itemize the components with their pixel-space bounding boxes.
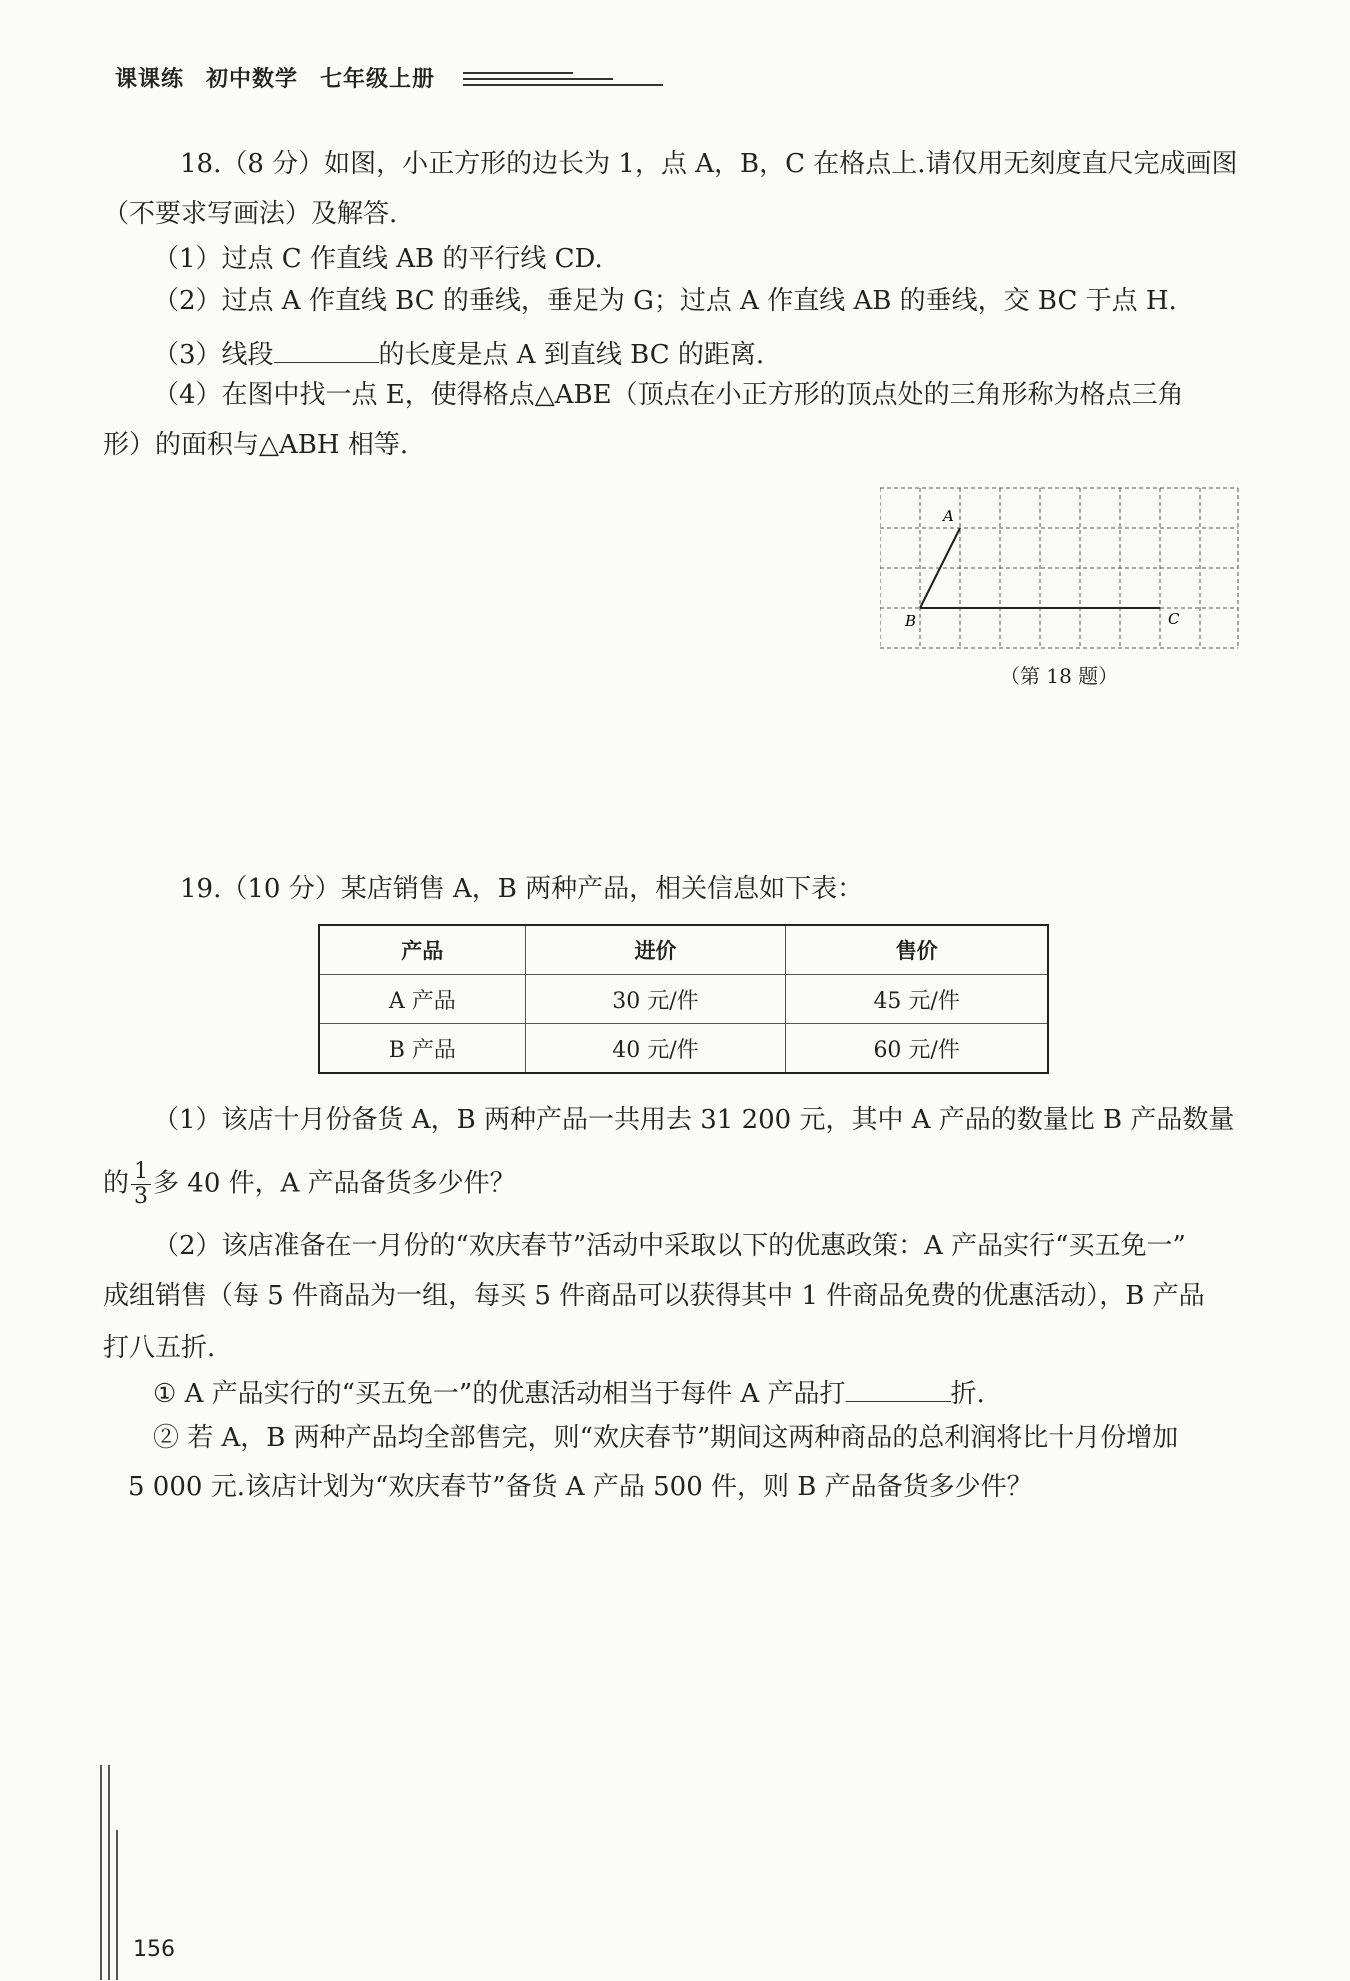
- point-c-label: C: [1168, 610, 1180, 628]
- q18-part2: （2）过点 A 作直线 BC 的垂线，垂足为 G；过点 A 作直线 AB 的垂线，交 BC 于点 H.: [153, 286, 1177, 316]
- table-row: [319, 975, 1048, 1024]
- q18-part1: （1）过点 C 作直线 AB 的平行线 CD.: [153, 244, 603, 274]
- table-row: [319, 1024, 1048, 1074]
- q19-sub1-prefix: ① A 产品实行的“买五免一”的优惠活动相当于每件 A 产品打: [153, 1379, 846, 1409]
- q19-part1-line2: [103, 1160, 516, 1209]
- q18-part3-prefix: （3）线段: [153, 340, 274, 370]
- q19-sub2-line2: 5 000 元.该店计划为“欢庆春节”备货 A 产品 500 件，则 B 产品备货多少件？: [128, 1472, 1033, 1502]
- point-a-label: A: [943, 507, 954, 525]
- page-header: [115, 62, 663, 93]
- fraction-denominator: 3: [134, 1184, 149, 1209]
- q19-part2-line2: 成组销售（每 5 件商品为一组，每买 5 件商品可以获得其中 1 件商品免费的优惠活动），B 产品: [103, 1281, 1205, 1311]
- header-decoration-lines: [463, 68, 663, 88]
- grid-diagram: [880, 485, 1240, 650]
- table-cell: 60 元/件: [786, 1024, 1048, 1074]
- q19-sub1-suffix: 折.: [950, 1379, 985, 1409]
- table-cell: A 产品: [319, 975, 525, 1024]
- table-cell: B 产品: [319, 1024, 525, 1074]
- q18-line2: （不要求写画法）及解答.: [103, 199, 398, 229]
- q19-sub1: [153, 1375, 985, 1411]
- table-header: 售价: [786, 925, 1048, 975]
- table-cell: 30 元/件: [525, 975, 786, 1024]
- product-table: [318, 924, 1049, 1074]
- q18-part3: [153, 336, 764, 372]
- fraction: [131, 1160, 151, 1209]
- q18-part3-suffix: 的长度是点 A 到直线 BC 的距离.: [378, 340, 765, 370]
- q19-sub2-line1: ② 若 A，B 两种产品均全部售完，则“欢庆春节”期间这两种商品的总利润将比十月份增加: [153, 1423, 1179, 1453]
- table-header-row: [319, 925, 1048, 975]
- subject-name: 初中数学: [206, 67, 299, 92]
- answer-blank: [274, 336, 379, 363]
- fraction-numerator: 1: [131, 1160, 151, 1185]
- grade-name: 七年级上册: [320, 67, 436, 92]
- table-cell: 45 元/件: [786, 975, 1048, 1024]
- q19-part1-line1: （1）该店十月份备货 A，B 两种产品一共用去 31 200 元，其中 A 产品的数量比 B 产品数量: [153, 1105, 1235, 1135]
- q19-part1-line2-prefix: 的: [103, 1168, 130, 1199]
- point-b-label: B: [905, 612, 917, 630]
- answer-blank: [846, 1375, 951, 1402]
- page-number: 156: [133, 1937, 175, 1962]
- q18-line1: 18.（8 分）如图，小正方形的边长为 1，点 A，B，C 在格点上.请仅用无刻度直尺完成画图: [180, 149, 1238, 179]
- figure-caption: （第 18 题）: [1000, 664, 1119, 688]
- table-header: 进价: [525, 925, 786, 975]
- series-name: 课课练: [115, 67, 185, 92]
- q18-figure: [880, 485, 1240, 654]
- q19-part2-line1: （2）该店准备在一月份的“欢庆春节”活动中采取以下的优惠政策：A 产品实行“买五免一”: [153, 1231, 1186, 1261]
- q19-part2-line3: 打八五折.: [103, 1333, 216, 1363]
- q18-part4-line2: 形）的面积与△ABH 相等.: [103, 430, 409, 460]
- q19-part1-line2-suffix: 多 40 件，A 产品备货多少件？: [153, 1168, 516, 1199]
- q18-part4-line1: （4）在图中找一点 E，使得格点△ABE（顶点在小正方形的顶点处的三角形称为格点三角: [153, 380, 1184, 410]
- table-cell: 40 元/件: [525, 1024, 786, 1074]
- table-header: 产品: [319, 925, 525, 975]
- q19-intro: 19.（10 分）某店销售 A，B 两种产品，相关信息如下表：: [180, 874, 864, 904]
